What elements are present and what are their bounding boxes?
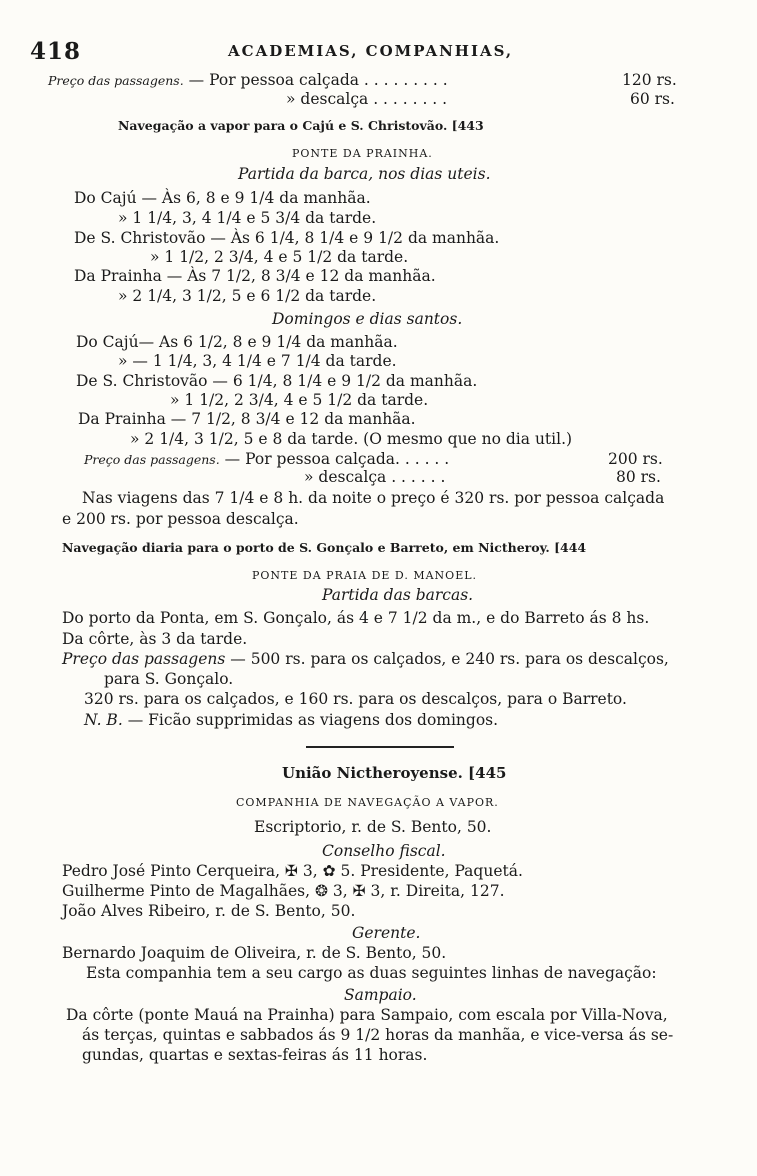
- route-line: gundas, quartas e sextas-feiras ás 11 horas.: [82, 1046, 428, 1064]
- top-price-line-1: [48, 73, 448, 89]
- section-title: Navegação a vapor para o Cajú e S. Christovão. [443: [118, 118, 484, 133]
- schedule-line: De S. Christovão — Às 6 1/4, 8 1/4 e 9 1/2 da manhãa.: [74, 229, 500, 247]
- council-member: Pedro José Pinto Cerqueira, ✠ 3, ✿ 5. Presidente, Paquetá.: [62, 862, 523, 880]
- price-line: para S. Gonçalo.: [104, 670, 234, 688]
- schedule-line: » 2 1/4, 3 1/2, 5 e 6 1/2 da tarde.: [118, 287, 377, 305]
- pier-name: PONTE DA PRAINHA.: [292, 147, 433, 160]
- lines-intro: Esta companhia tem a seu cargo as duas seguintes linhas de navegação:: [86, 964, 657, 982]
- price-value: 80 rs.: [616, 468, 661, 486]
- schedule-line: » 1 1/2, 2 3/4, 4 e 5 1/2 da tarde.: [170, 391, 429, 409]
- council-heading: Conselho fiscal.: [322, 842, 446, 860]
- section-divider: [306, 746, 454, 748]
- price-text: — 500 rs. para os calçados, e 240 rs. para os descalços,: [230, 650, 669, 668]
- price-line: 320 rs. para os calçados, e 160 rs. para os descalços, para o Barreto.: [84, 690, 627, 708]
- manager-heading: Gerente.: [352, 924, 421, 942]
- note-line: Nas viagens das 7 1/4 e 8 h. da noite o preço é 320 rs. por pessoa calçada: [82, 489, 665, 507]
- schedule-heading: Domingos e dias santos.: [272, 310, 463, 328]
- schedule-line: » 1 1/2, 2 3/4, 4 e 5 1/2 da tarde.: [150, 248, 409, 266]
- route-line: ás terças, quintas e sabbados ás 9 1/2 horas da manhãa, e vice-versa ás se-: [82, 1026, 674, 1044]
- running-title: ACADEMIAS, COMPANHIAS,: [228, 42, 514, 60]
- council-member: João Alves Ribeiro, r. de S. Bento, 50.: [62, 902, 356, 920]
- price-line: [84, 452, 449, 468]
- price-line: [62, 652, 669, 668]
- pier-name: PONTE DA PRAIA DE D. MANOEL.: [252, 569, 478, 582]
- note-line: e 200 rs. por pessoa descalça.: [62, 510, 299, 528]
- page-number: 418: [30, 38, 82, 65]
- schedule-line: Da côrte, às 3 da tarde.: [62, 630, 248, 648]
- nb-label: N. B.: [84, 711, 123, 729]
- nb-text: — Ficão supprimidas as viagens dos domingos.: [127, 711, 499, 729]
- price-value: 200 rs.: [608, 450, 663, 468]
- schedule-line: Da Prainha — Às 7 1/2, 8 3/4 e 12 da manhãa.: [74, 267, 436, 285]
- schedule-line: » 1 1/4, 3, 4 1/4 e 5 3/4 da tarde.: [118, 209, 377, 227]
- section-title: Navegação diaria para o porto de S. Gonçalo e Barreto, em Nictheroy. [444: [62, 540, 587, 555]
- schedule-heading: Partida das barcas.: [322, 586, 474, 604]
- schedule-line: » — 1 1/4, 3, 4 1/4 e 7 1/4 da tarde.: [118, 352, 397, 370]
- route-line: Da côrte (ponte Mauá na Prainha) para Sampaio, com escala por Villa-Nova,: [66, 1006, 668, 1024]
- council-member: Guilherme Pinto de Magalhães, ❂ 3, ✠ 3, r. Direita, 127.: [62, 882, 505, 900]
- price-text: — Por pessoa calçada . . . . . . . . .: [188, 71, 448, 89]
- schedule-line: » 2 1/4, 3 1/2, 5 e 8 da tarde. (O mesmo que no dia util.): [130, 430, 573, 448]
- schedule-heading: Partida da barca, nos dias uteis.: [238, 165, 491, 183]
- manager-line: Bernardo Joaquim de Oliveira, r. de S. Bento, 50.: [62, 944, 447, 962]
- section-subtitle: COMPANHIA DE NAVEGAÇÃO A VAPOR.: [236, 796, 499, 809]
- schedule-line: Do porto da Ponta, em S. Gonçalo, ás 4 e 7 1/2 da m., e do Barreto ás 8 hs.: [62, 609, 650, 627]
- top-price-line-2: » descalça . . . . . . . .: [286, 90, 448, 108]
- schedule-line: Do Cajú — Às 6, 8 e 9 1/4 da manhãa.: [74, 189, 371, 207]
- route-heading: Sampaio.: [344, 986, 417, 1004]
- price-label: Preço das passagens: [62, 650, 226, 668]
- top-price-value-1: 120 rs.: [622, 71, 677, 89]
- office-address: Escriptorio, r. de S. Bento, 50.: [254, 818, 492, 836]
- nota-bene: [84, 713, 498, 729]
- top-price-value-2: 60 rs.: [630, 90, 675, 108]
- price-label: Preço das passagens.: [48, 73, 184, 88]
- price-line: » descalça . . . . . .: [304, 468, 446, 486]
- schedule-line: De S. Christovão — 6 1/4, 8 1/4 e 9 1/2 da manhãa.: [76, 372, 478, 390]
- price-label: Preço das passagens.: [84, 452, 220, 467]
- price-text: — Por pessoa calçada. . . . . .: [224, 450, 450, 468]
- section-title: União Nictheroyense. [445: [282, 764, 507, 782]
- schedule-line: Do Cajú— As 6 1/2, 8 e 9 1/4 da manhãa.: [76, 333, 398, 351]
- schedule-line: Da Prainha — 7 1/2, 8 3/4 e 12 da manhãa.: [78, 410, 416, 428]
